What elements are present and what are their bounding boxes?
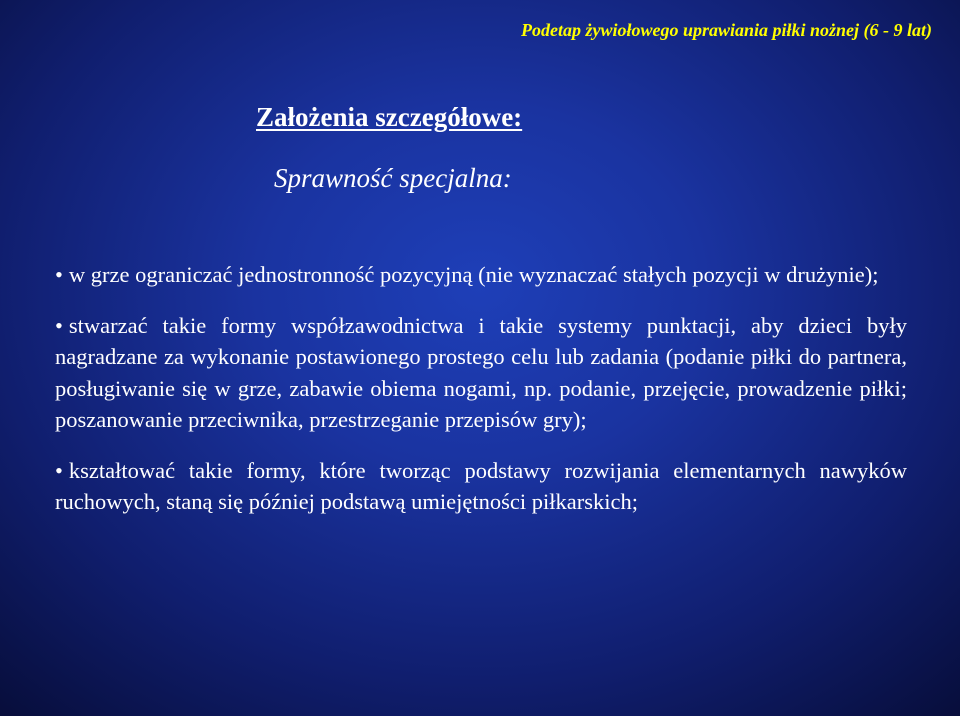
bullet-text: w grze ograniczać jednostronność pozycyjną (nie wyznaczać stałych pozycji w drużynie); xyxy=(68,262,879,287)
bullet-item xyxy=(55,259,907,291)
bullet-marker: • xyxy=(55,312,63,338)
bullet-list xyxy=(55,259,907,518)
bullet-item xyxy=(55,455,907,518)
slide-header-title: Podetap żywiołowego uprawiania piłki nożnej (6 - 9 lat) xyxy=(520,20,932,40)
bullet-marker: • xyxy=(55,457,63,483)
bullet-text: kształtować takie formy, które tworząc podstawy rozwijania elementarnych nawyków ruchowych, staną się później podstawą umiejętności piłkarskich; xyxy=(55,457,907,514)
bullet-marker: • xyxy=(55,262,63,287)
bullet-item xyxy=(55,310,907,436)
bullet-text: stwarzać takie formy współzawodnictwa i takie systemy punktacji, aby dzieci były nagradzane za wykonanie postawionego prostego celu lub zadania (podanie piłki do partnera, posługiwanie się w grze, zabawie obiema nogami, np. podanie, przejęcie, prowadzenie piłki; poszanowanie przeciwnika, przestrzeganie przepisów gry); xyxy=(55,312,907,432)
main-heading: Założenia szczegółowe: xyxy=(256,102,523,132)
sub-heading: Sprawność specjalna: xyxy=(274,163,512,193)
